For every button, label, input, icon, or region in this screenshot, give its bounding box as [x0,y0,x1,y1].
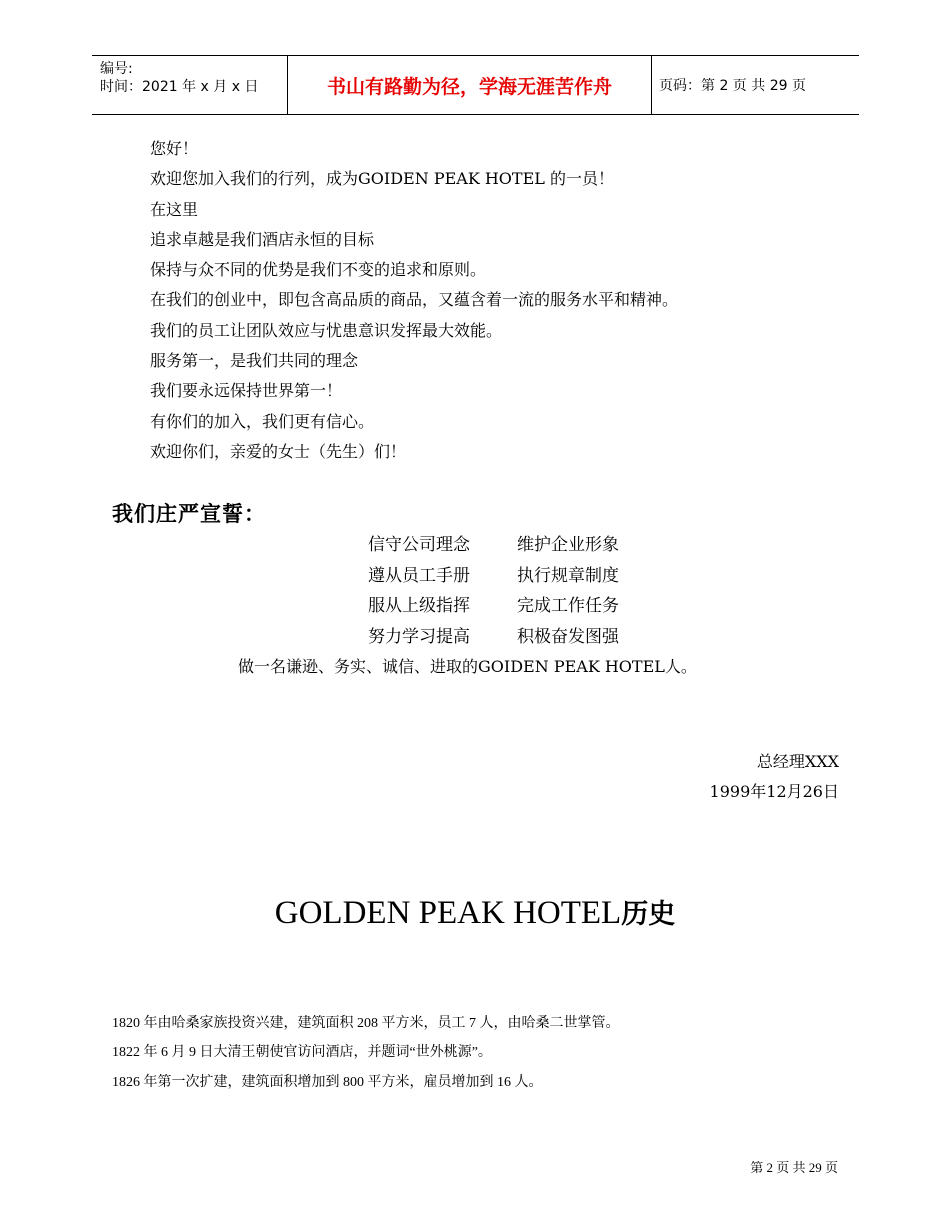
history-entry: 1822 年 6 月 9 日大清王朝使官访问酒店，并题词“世外桃源”。 [112,1045,492,1061]
history-list [112,1009,620,1097]
letter-line: 保持与众不同的优势是我们不变的追求和原则。 [150,260,487,280]
signature-name: 总经理XXX [756,752,839,771]
oath-heading: 我们庄严宣誓： [112,501,266,526]
welcome-letter [150,134,678,467]
page-footer: 第 2 页 共 29 页 [750,1160,838,1175]
time-label: 时间：2021 年 x 月 x 日 [100,79,259,95]
history-title [0,892,950,932]
oath-item: 积极奋发图强 [517,626,619,647]
letter-line: 有你们的加入，我们更有信心。 [150,411,375,431]
history-title-en: GOLDEN PEAK HOTEL [274,895,622,931]
letter-line: 服务第一，是我们共同的理念 [150,351,359,371]
letter-line: 我们的员工让团队效应与忧患意识发挥最大效能。 [150,320,503,340]
oath-row [368,561,619,592]
oath-item: 努力学习提高 [368,626,470,647]
letter-line: 在这里 [150,199,199,219]
history-entry: 1820 年由哈桑家族投资兴建，建筑面积 208 平方米，员工 7 人，由哈桑二世掌管。 [112,1016,620,1031]
history-title-cn: 历史 [621,899,676,929]
letter-line: 追求卓越是我们酒店永恒的目标 [150,229,375,249]
letter-line: 欢迎你们，亲爱的女士（先生）们！ [150,441,407,461]
oath-list [368,530,619,652]
oath-row [368,530,619,561]
oath-row [368,591,619,622]
header-motto: 书山有路勤为径，学海无涯苦作舟 [287,56,652,114]
page-header [92,55,859,115]
oath-item: 信守公司理念 [368,535,470,555]
letter-line: 我们要永远保持世界第一！ [150,381,343,401]
oath-item: 维护企业形象 [517,535,619,555]
number-label: 编号: [100,61,133,77]
header-page-number: 页码：第 2 页 共 29 页 [659,78,806,94]
signature-date: 1999年12月26日 [709,782,839,801]
oath-row [368,622,619,653]
oath-item: 完成工作任务 [517,596,619,616]
oath-item: 服从上级指挥 [368,596,470,616]
oath-closing: 做一名谦逊、务实、诚信、进取的GOIDEN PEAK HOTEL人。 [238,657,697,676]
oath-item: 执行规章制度 [517,565,619,586]
header-meta [92,56,287,114]
letter-line: 在我们的创业中，即包含高品质的商品，又蕴含着一流的服务水平和精神。 [150,290,679,310]
history-entry: 1826 年第一次扩建，建筑面积增加到 800 平方米，雇员增加到 16 人。 [112,1074,543,1090]
letter-line: 您好！ [150,139,199,158]
oath-item: 遵从员工手册 [368,565,470,586]
letter-line: 欢迎您加入我们的行列，成为GOIDEN PEAK HOTEL 的一员！ [150,169,614,189]
